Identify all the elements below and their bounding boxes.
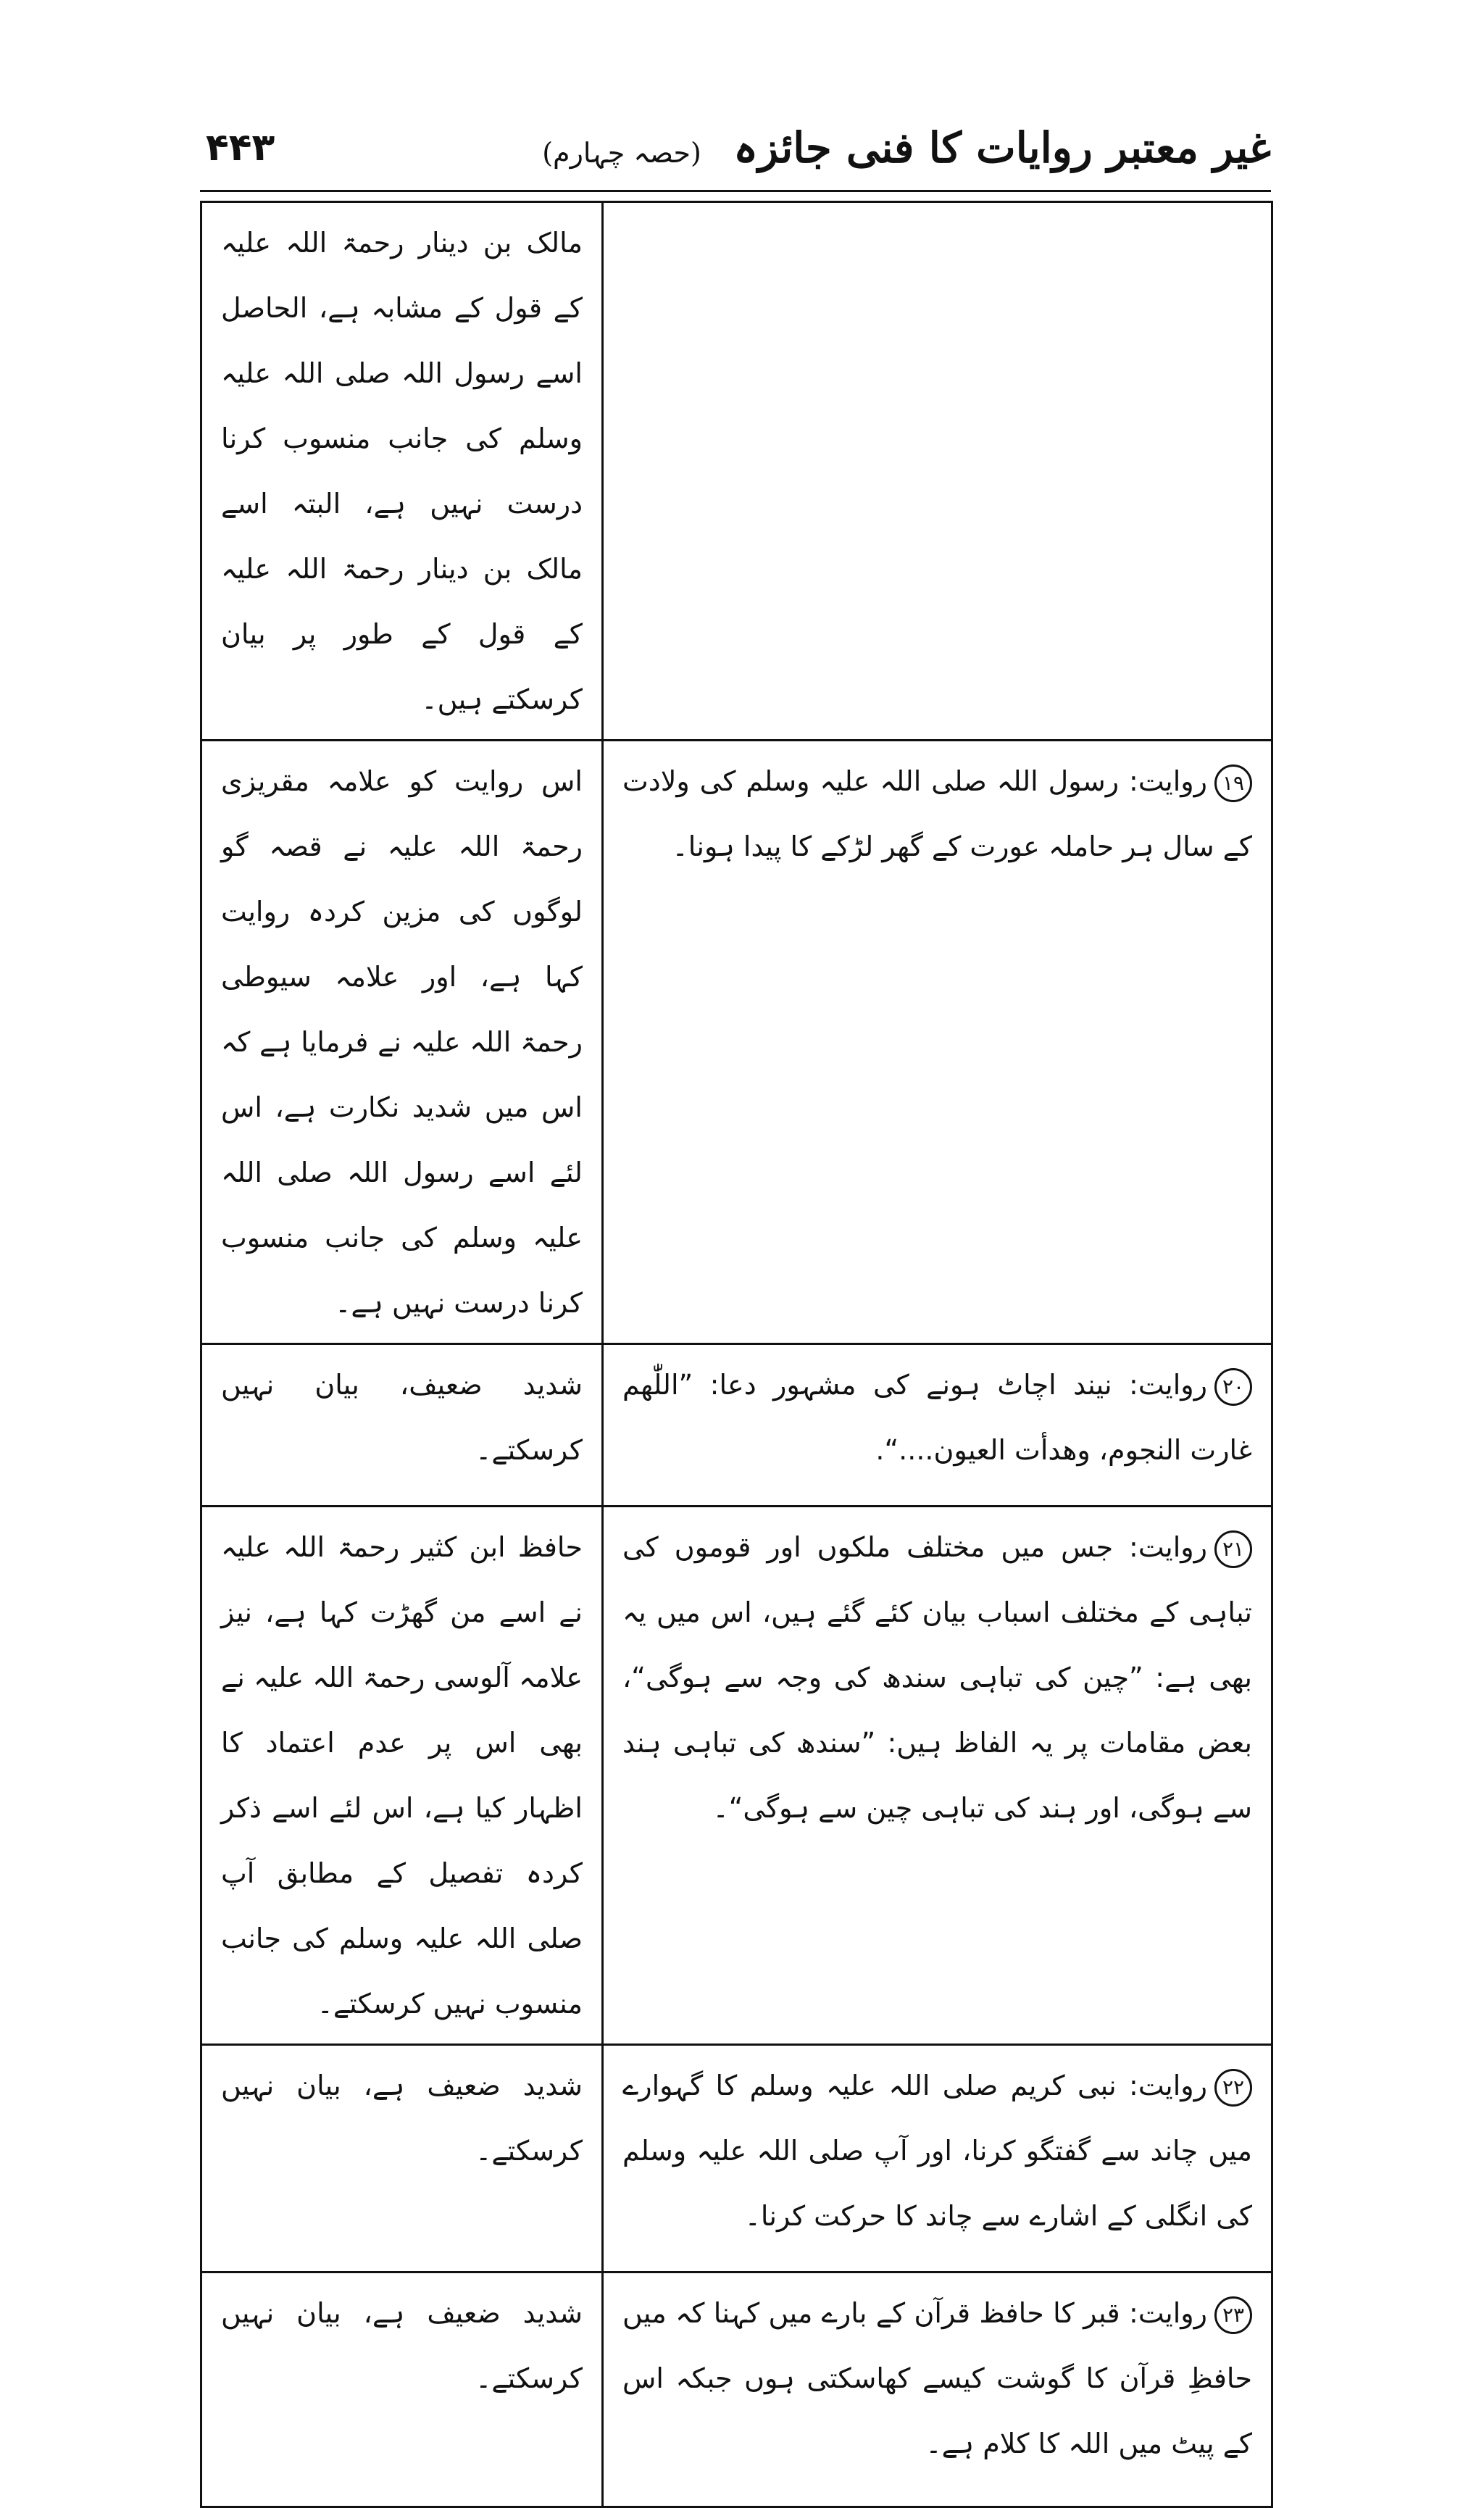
table-row (201, 1344, 1272, 1507)
ruling-text: حافظ ابن کثیر رحمۃ اللہ علیہ نے اسے من گھڑت کہا ہے، نیز علامہ آلوسی رحمۃ اللہ علیہ نے بھی اس پر عدم اعتماد کا اظہار کیا ہے، اس لئے اسے ذکر کردہ تفصیل کے مطابق آپ صلی اللہ علیہ وسلم کی جانب منسوب نہیں کرسکتے۔ (221, 1531, 583, 2020)
header-rule (200, 190, 1271, 192)
ruling-cell (201, 2272, 603, 2507)
ruling-cell (201, 741, 603, 1344)
narration-text: روایت: نیند اچاٹ ہونے کی مشہور دعا: ”اللّٰھم غارت النجوم، وھدأت العیون....“. (622, 1369, 1252, 1466)
table-row (201, 741, 1272, 1344)
ruling-text: اس روایت کو علامہ مقریزی رحمۃ اللہ علیہ نے قصہ گو لوگوں کی مزین کردہ روایت کہا ہے، اور علامہ سیوطی رحمۃ اللہ علیہ نے فرمایا ہے کہ اس میں شدید نکارت ہے، اس لئے اسے رسول اللہ صلی اللہ علیہ وسلم کی جانب منسوب کرنا درست نہیں ہے۔ (221, 765, 583, 1319)
narration-text: روایت: جس میں مختلف ملکوں اور قوموں کی تباہی کے مختلف اسباب بیان کئے گئے ہیں، اس میں یہ بھی ہے: ”چین کی تباہی سندھ کی وجہ سے ہوگی“، بعض مقامات پر یہ الفاظ ہیں: ”سندھ کی تباہی ہند سے ہوگی، اور ہند کی تباہی چین سے ہوگی“۔ (622, 1531, 1252, 1824)
narration-cell (603, 2045, 1272, 2272)
page-header (200, 123, 1271, 181)
ruling-text: شدید ضعیف ہے، بیان نہیں کرسکتے۔ (221, 2297, 583, 2394)
ruling-cell (201, 1344, 603, 1507)
table-row (201, 2272, 1272, 2507)
narration-cell (603, 2272, 1272, 2507)
narration-number: ۲۲ (1214, 2069, 1252, 2107)
narration-cell (603, 1344, 1272, 1507)
ruling-text: شدید ضعیف، بیان نہیں کرسکتے۔ (221, 1369, 583, 1466)
narration-text: روایت: رسول اللہ صلی اللہ علیہ وسلم کی ولادت کے سال ہر حاملہ عورت کے گھر لڑکے کا پیدا ہونا۔ (622, 765, 1252, 862)
ruling-cell (201, 1507, 603, 2045)
narration-number: ۲۰ (1214, 1368, 1252, 1406)
narration-cell (603, 202, 1272, 741)
narration-cell (603, 741, 1272, 1344)
narrations-table (200, 201, 1273, 2508)
ruling-cell (201, 2045, 603, 2272)
narration-text: روایت: نبی کریم صلی اللہ علیہ وسلم کا گہوارے میں چاند سے گفتگو کرنا، اور آپ صلی اللہ علیہ وسلم کی انگلی کے اشارے سے چاند کا حرکت کرنا۔ (622, 2070, 1252, 2232)
narration-cell (603, 1507, 1272, 2045)
narration-number: ۲۳ (1214, 2296, 1252, 2334)
narration-number: ۱۹ (1214, 765, 1252, 802)
narration-number: ۲۱ (1214, 1530, 1252, 1568)
table-row (201, 1507, 1272, 2045)
ruling-cell (201, 202, 603, 741)
table-row (201, 202, 1272, 741)
table-row (201, 2045, 1272, 2272)
book-title-text: غیر معتبر روایات کا فنی جائزہ (733, 123, 1271, 172)
page-number: ۴۴۳ (206, 126, 275, 170)
ruling-text: مالک بن دینار رحمۃ اللہ علیہ کے قول کے مشابہ ہے، الحاصل اسے رسول اللہ صلی اللہ علیہ وسلم کی جانب منسوب کرنا درست نہیں ہے، البتہ اسے مالک بن دینار رحمۃ اللہ علیہ کے قول کے طور پر بیان کرسکتے ہیں۔ (221, 227, 583, 715)
narration-text: روایت: قبر کا حافظ قرآن کے بارے میں کہنا کہ میں حافظِ قرآن کا گوشت کیسے کھاسکتی ہوں جبکہ اس کے پیٹ میں اللہ کا کلام ہے۔ (622, 2297, 1252, 2459)
ruling-text: شدید ضعیف ہے، بیان نہیں کرسکتے۔ (221, 2070, 583, 2167)
book-subtitle: (حصہ چہارم) (542, 137, 701, 169)
book-title (542, 123, 1271, 172)
